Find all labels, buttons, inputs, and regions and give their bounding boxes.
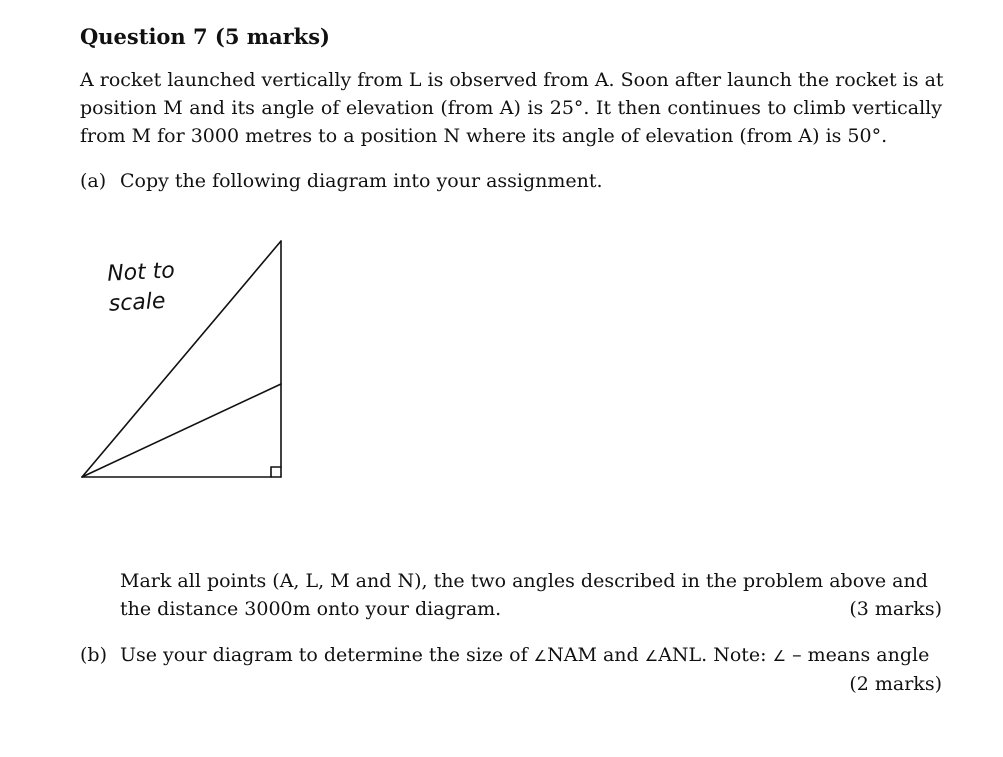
instruction-row-2 <box>120 595 942 623</box>
problem-statement <box>80 66 942 150</box>
question-document <box>80 0 942 757</box>
angle-anl: ANL. Note: <box>658 644 773 666</box>
note-tail: – means angle <box>786 644 930 666</box>
part-a-heading <box>80 167 603 195</box>
problem-line-1: A rocket launched vertically from L is observed from A. Soon after launch the rocket is at <box>80 69 944 91</box>
not-to-scale-note <box>106 256 177 319</box>
problem-line-3: from M for 3000 metres to a position N where its angle of elevation (from A) is 50°. <box>80 125 888 147</box>
note-line-1: Not to <box>106 258 176 287</box>
part-b-marks: (2 marks) <box>849 673 942 695</box>
part-b <box>80 641 942 698</box>
instruction-line-1: Mark all points (A, L, M and N), the two angles described in the problem above and <box>120 570 928 592</box>
part-b-question <box>80 641 929 670</box>
angle-symbol-3: ∠ <box>772 647 787 665</box>
right-angle-marker <box>271 467 281 477</box>
part-a-text: Copy the following diagram into your assignment. <box>120 170 603 192</box>
angle-symbol-1: ∠ <box>533 647 548 665</box>
question-title: Question 7 (5 marks) <box>80 24 330 49</box>
instruction-line-2: the distance 3000m onto your diagram. <box>120 598 502 620</box>
angle-symbol-2: ∠ <box>644 647 659 665</box>
part-a-marks: (3 marks) <box>849 598 942 620</box>
part-b-row-1 <box>80 641 942 670</box>
part-b-label: (b) <box>80 644 107 666</box>
part-b-text: Use your diagram to determine the size of <box>120 644 534 666</box>
note-line-2: scale <box>108 288 167 317</box>
instruction-row-1 <box>120 567 942 595</box>
problem-line-2: position M and its angle of elevation (from A) is 25°. It then continues to climb vertically <box>80 97 942 119</box>
line-am <box>82 384 281 477</box>
part-a-instruction <box>120 567 942 623</box>
part-a-label: (a) <box>80 170 107 192</box>
angle-nam: NAM and <box>547 644 645 666</box>
